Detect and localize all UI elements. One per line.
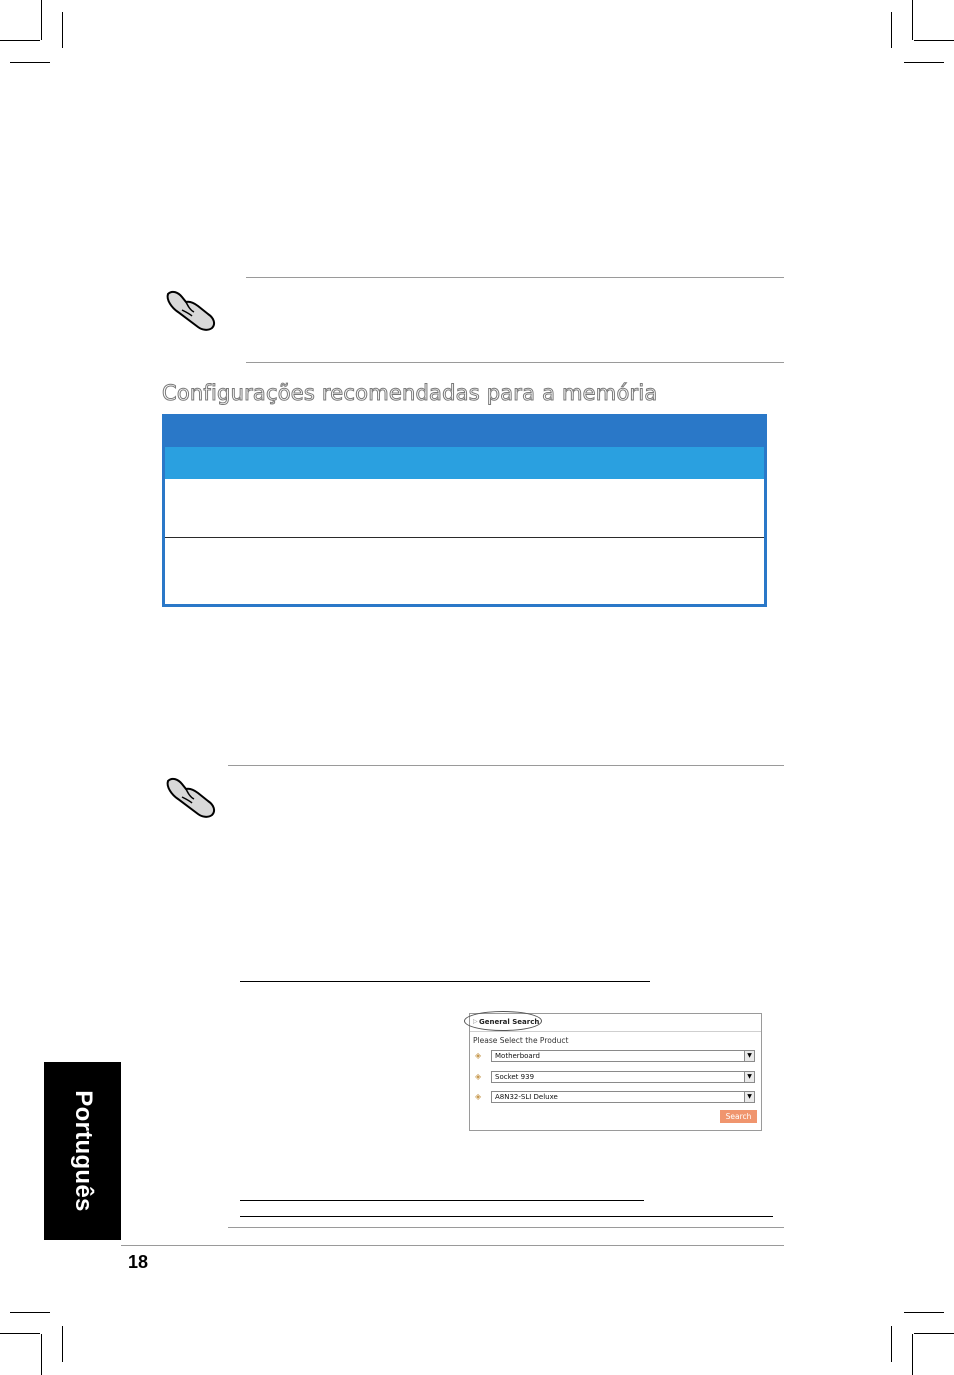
- crop-mark: [891, 12, 892, 48]
- crop-mark: [914, 40, 954, 41]
- crop-mark: [10, 1312, 50, 1313]
- underline-rule: [240, 1200, 644, 1201]
- crop-mark: [891, 1326, 892, 1362]
- pointing-hand-icon: [164, 775, 220, 819]
- cube-icon: ◈: [475, 1092, 482, 1101]
- crop-mark: [41, 1334, 42, 1375]
- socket-value: Socket 939: [495, 1073, 535, 1081]
- general-search-panel: [469, 1013, 762, 1131]
- select-product-prompt: Please Select the Product: [473, 1036, 569, 1045]
- language-tab: [44, 1062, 121, 1240]
- crop-mark: [904, 62, 944, 63]
- note-rule-bottom: [246, 362, 784, 363]
- note-rule-top: [228, 765, 784, 766]
- chevron-down-icon[interactable]: ▼: [744, 1051, 754, 1061]
- pointing-hand-icon: [164, 288, 220, 332]
- model-value: A8N32-SLI Deluxe: [495, 1093, 558, 1101]
- crop-mark: [0, 40, 40, 41]
- table-header-row: [162, 414, 767, 447]
- table-subheader-row: [165, 447, 764, 479]
- note-rule-top: [246, 277, 784, 278]
- crop-mark: [62, 1326, 63, 1362]
- table-row: [165, 479, 764, 538]
- crop-mark: [62, 12, 63, 48]
- crop-mark: [912, 0, 913, 40]
- chevron-down-icon[interactable]: ▼: [744, 1092, 754, 1102]
- crop-mark: [912, 1334, 913, 1375]
- product-type-value: Motherboard: [495, 1052, 540, 1060]
- cube-icon: ◈: [475, 1051, 482, 1060]
- language-tab-label: Português: [69, 1090, 97, 1212]
- content-end-rule: [228, 1227, 784, 1228]
- crop-mark: [914, 1333, 954, 1334]
- section-title: Configurações recomendadas para a memória: [162, 381, 658, 405]
- search-button[interactable]: Search: [720, 1110, 757, 1123]
- page-number: 18: [128, 1252, 149, 1272]
- crop-mark: [41, 0, 42, 40]
- model-select[interactable]: [491, 1091, 755, 1103]
- socket-select[interactable]: [491, 1071, 755, 1083]
- general-search-label: General Search: [479, 1018, 540, 1026]
- panel-divider: [470, 1031, 761, 1032]
- crop-mark: [0, 1333, 40, 1334]
- product-type-select[interactable]: [491, 1050, 755, 1062]
- underline-rule: [240, 981, 650, 982]
- memory-config-table: [162, 414, 767, 607]
- chevron-down-icon[interactable]: ▼: [744, 1072, 754, 1082]
- cube-icon: ◈: [475, 1072, 482, 1081]
- crop-mark: [10, 62, 50, 63]
- footer-rule: [121, 1245, 784, 1246]
- underline-rule: [240, 1216, 773, 1217]
- crop-mark: [904, 1312, 944, 1313]
- expand-arrow-icon: ▷: [473, 1018, 478, 1025]
- table-row: [165, 538, 764, 604]
